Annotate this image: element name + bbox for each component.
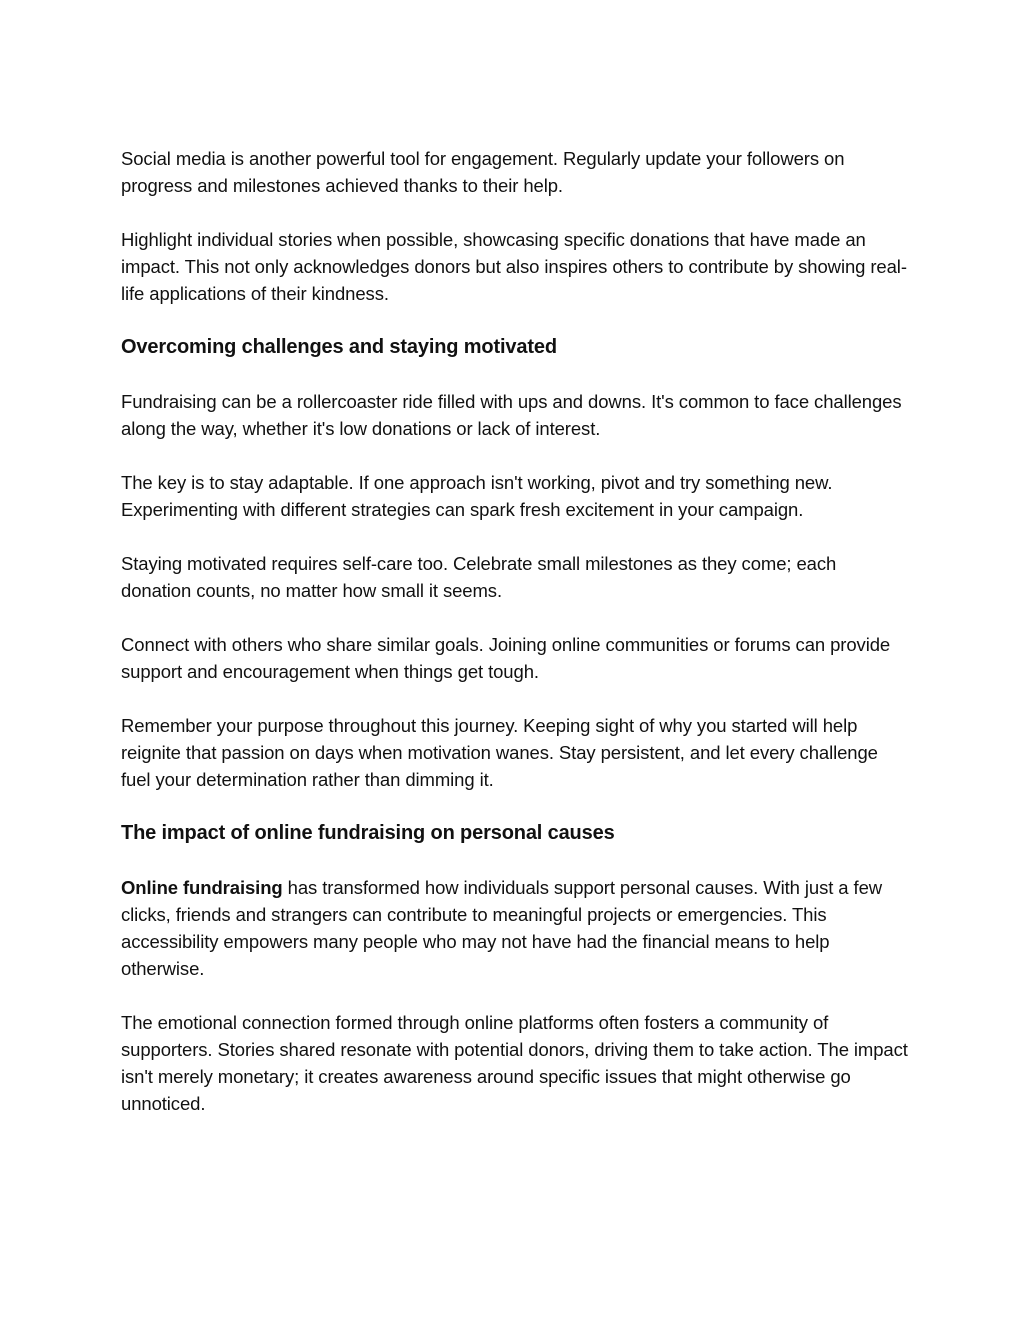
paragraph-online-fundraising-text: has transformed how individuals support personal causes. With just a few clicks, friends and strangers can contribute to meaningful projects or emergencies. This accessibility empowers many people who may not have had the financial means to help otherwise. xyxy=(121,877,883,979)
spacer xyxy=(121,523,911,550)
spacer xyxy=(121,847,911,874)
paragraph-online-fundraising xyxy=(121,874,911,982)
spacer xyxy=(121,199,911,226)
paragraph-connect-others: Connect with others who share similar goals. Joining online communities or forums can provide support and encouragement when things get tough. xyxy=(121,634,891,682)
document-page xyxy=(121,145,911,1117)
paragraph-rollercoaster: Fundraising can be a rollercoaster ride filled with ups and downs. It's common to face challenges along the way, whether it's low donations or lack of interest. xyxy=(121,391,902,439)
paragraph-highlight-stories: Highlight individual stories when possible, showcasing specific donations that have made an impact. This not only acknowledges donors but also inspires others to contribute by showing real-life applications of their kindness. xyxy=(121,229,907,304)
spacer xyxy=(121,793,911,820)
paragraph-social-media: Social media is another powerful tool for engagement. Regularly update your followers on progress and milestones achieved thanks to their help. xyxy=(121,148,845,196)
spacer xyxy=(121,442,911,469)
spacer xyxy=(121,685,911,712)
spacer xyxy=(121,982,911,1009)
paragraph-emotional-connection: The emotional connection formed through online platforms often fosters a community of supporters. Stories shared resonate with potential donors, driving them to take action. The impact isn't merely monetary; it creates awareness around specific issues that might otherwise go unnoticed. xyxy=(121,1012,908,1114)
paragraph-self-care: Staying motivated requires self-care too. Celebrate small milestones as they come; each donation counts, no matter how small it seems. xyxy=(121,553,837,601)
paragraph-remember-purpose: Remember your purpose throughout this journey. Keeping sight of why you started will help reignite that passion on days when motivation wanes. Stay persistent, and let every challenge fuel your determination rather than dimming it. xyxy=(121,715,878,790)
bold-term-online-fundraising: Online fundraising xyxy=(121,877,283,898)
spacer xyxy=(121,307,911,334)
spacer xyxy=(121,361,911,388)
heading-impact-online-fundraising: The impact of online fundraising on personal causes xyxy=(121,822,615,844)
paragraph-stay-adaptable: The key is to stay adaptable. If one approach isn't working, pivot and try something new. Experimenting with different strategies can spark fresh excitement in your campaign. xyxy=(121,472,833,520)
heading-overcoming-challenges: Overcoming challenges and staying motivated xyxy=(121,336,557,358)
spacer xyxy=(121,604,911,631)
